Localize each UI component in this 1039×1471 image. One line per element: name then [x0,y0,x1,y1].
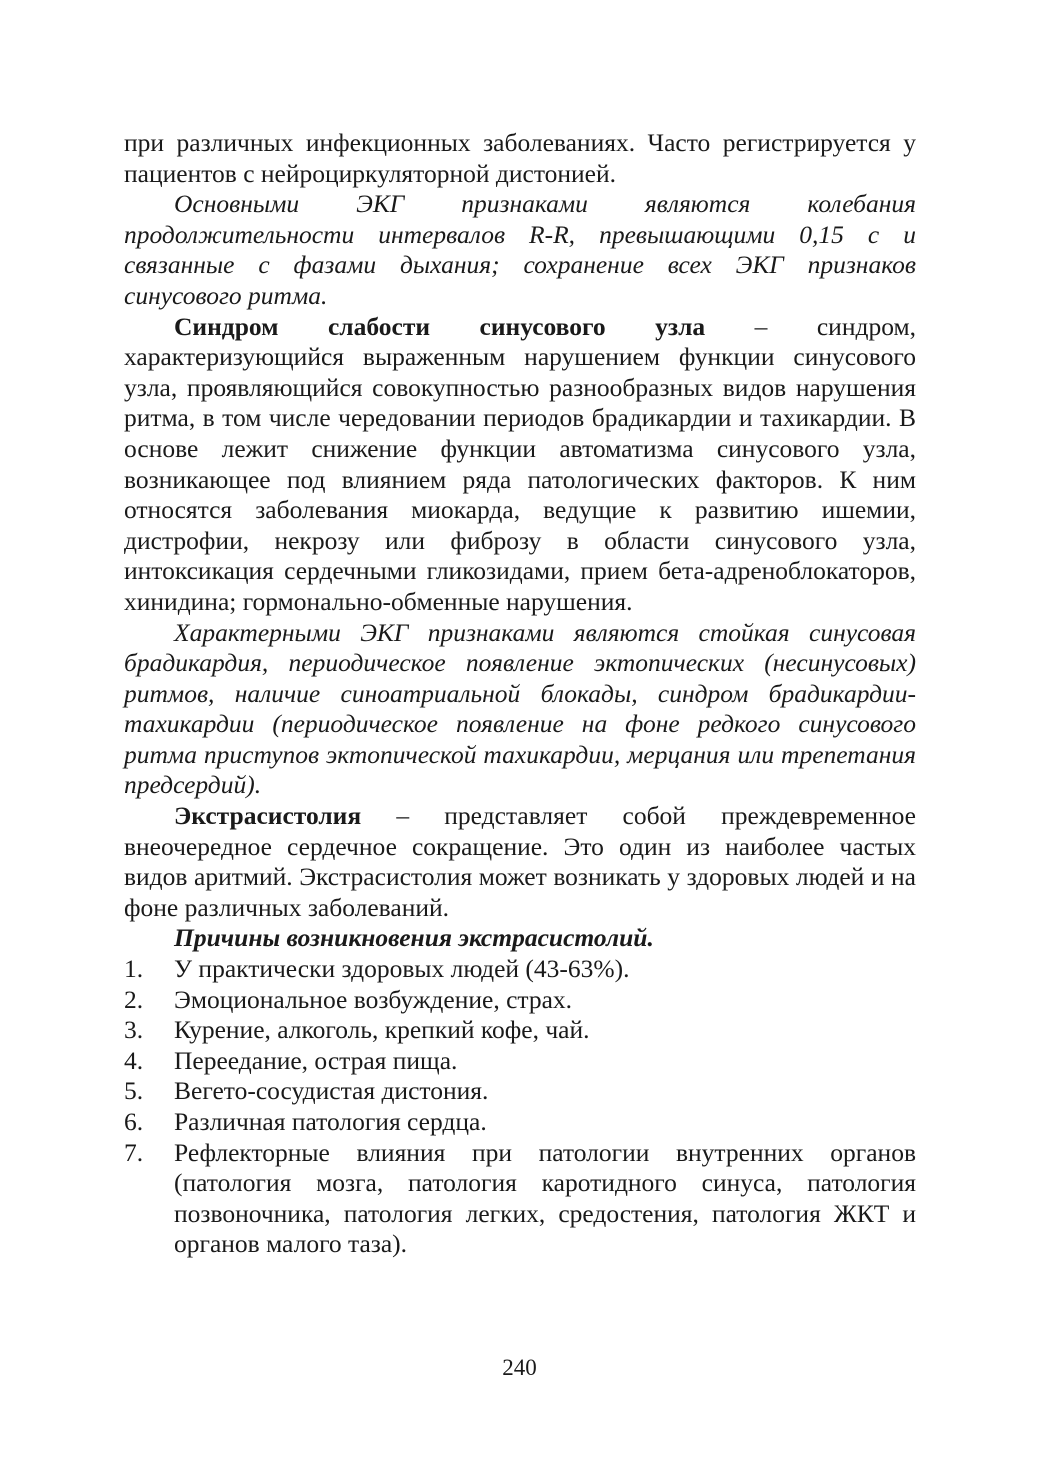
page-number: 240 [502,1355,537,1380]
paragraph-extrasystole [124,801,916,923]
paragraph-ecg-signs-sss: Характерными ЭКГ признаками являются стойкая синусовая брадикардия, периодическое появление эктопических (несинусовых) ритмов, наличие синоатриальной блокады, синдром брадикардии-тахикардии (периодическое появление на фоне редкого синусового ритма приступов эктопической тахикардии, мерцания или трепетания предсердий). [124,617,916,800]
list-item-number: 2. [124,984,144,1014]
list-item [124,954,916,985]
paragraph-ecg-signs-arrhythmia: Основными ЭКГ признаками являются колебания продолжительности интервалов R-R, превышающими 0,15 с и связанные с фазами дыхания; сохранение всех ЭКГ признаков синусового ритма. [124,189,916,310]
list-item [124,1107,916,1138]
list-item-text: Переедание, острая пища. [174,1045,458,1075]
list-item-text: Рефлекторные влияния при патологии внутренних органов (патология мозга, патология каротидного синуса, патология позвоночника, патология легких, средостения, патология ЖКТ и органов малого таза). [174,1137,916,1259]
list-item [124,1015,916,1046]
paragraph-infections: при различных инфекционных заболеваниях. Часто регистрируется у пациентов с нейроциркуляторной дистонией. [124,128,916,188]
list-item-text: Вегето-сосудистая дистония. [174,1076,489,1106]
list-item-text: У практически здоровых людей (43-63%). [174,954,630,984]
list-item-number: 1. [124,954,144,984]
page-body [124,128,916,1260]
list-item-number: 4. [124,1045,144,1075]
list-item [124,985,916,1016]
causes-heading: Причины возникновения экстрасистолий. [174,923,654,953]
list-item-text: Курение, алкоголь, крепкий кофе, чай. [174,1015,590,1045]
list-item-number: 6. [124,1107,144,1136]
causes-list [124,954,916,1260]
list-item [124,1076,916,1107]
list-item-text: Различная патология сердца. [174,1107,487,1136]
term-extrasystole: Экстрасистолия [174,801,362,831]
paragraph-sick-sinus-syndrome [124,312,916,618]
list-item-number: 3. [124,1015,144,1045]
list-item-number: 7. [124,1137,144,1167]
list-item-number: 5. [124,1076,144,1106]
list-item [124,1138,916,1260]
list-item [124,1046,916,1077]
definition-extrasystole: – представляет собой преждевременное внеочередное сердечное сокращение. Это один из наиболее частых видов аритмий. Экстрасистолия может возникать у здоровых людей и на фоне различных заболеваний. [124,801,916,922]
definition-sick-sinus-syndrome: – синдром, характеризующийся выраженным нарушением функции синусового узла, проявляющийся совокупностью разнообразных видов нарушения ритма, в том числе чередовании периодов брадикардии и тахикардии. В основе лежит снижение функции автоматизма синусового узла, возникающее под влиянием ряда патологических факторов. К ним относятся заболевания миокарда, ведущие к развитию ишемии, дистрофии, некрозу или фиброзу в области синусового узла, интоксикация сердечными гликозидами, прием бета-адреноблокаторов, хинидина; гормонально-обменные нарушения. [124,311,916,616]
list-item-text: Эмоциональное возбуждение, страх. [174,984,573,1014]
term-sick-sinus-syndrome: Синдром слабости синусового узла [174,311,706,341]
